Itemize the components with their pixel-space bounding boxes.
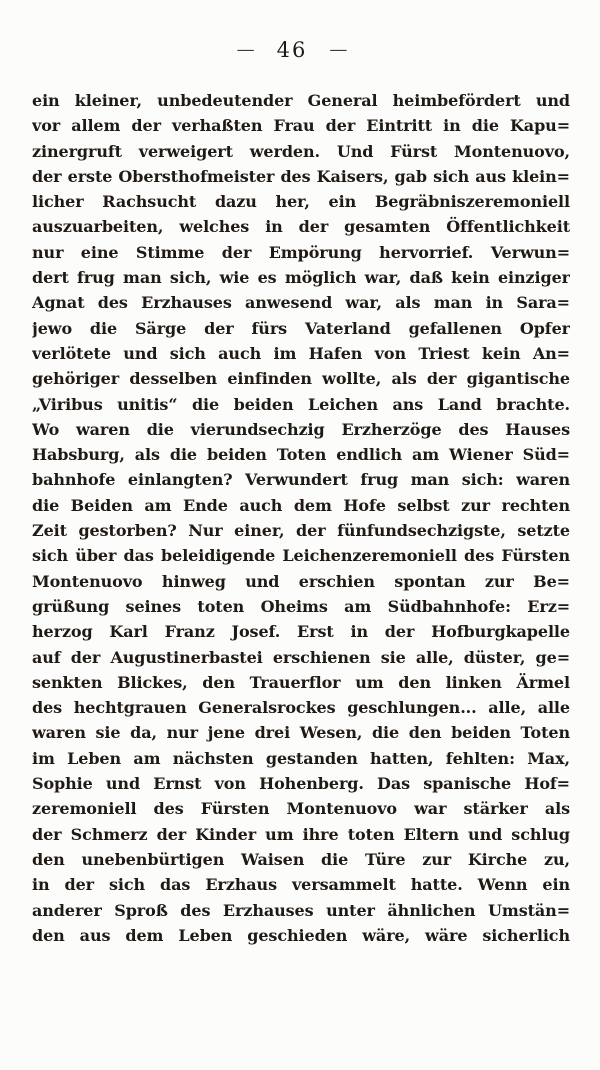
text-line: Habsburg, als die beiden Toten endlich am Wiener Süd=: [32, 445, 570, 465]
text-line: die Beiden am Ende auch dem Hofe selbst zur rechten: [32, 495, 570, 515]
text-line: vor allem der verhaßten Frau der Eintritt in die Kapu=: [32, 116, 570, 136]
text-line: im Leben am nächsten gestanden hatten, fehlten: Max,: [32, 748, 570, 768]
text-line: „Viribus unitis“ die beiden Leichen ans Land brachte.: [32, 394, 570, 414]
text-line: bahnhofe einlangten? Verwundert frug man sich: waren: [32, 470, 570, 490]
text-line: herzog Karl Franz Josef. Erst in der Hofburgkapelle: [32, 622, 570, 642]
text-line: den aus dem Leben geschieden wäre, wäre sicherlich: [32, 925, 570, 945]
text-line: Wo waren die vierundsechzig Erzherzöge des Hauses: [32, 419, 570, 439]
text-line: des hechtgrauen Generalsrockes geschlungen... alle, alle: [32, 698, 570, 718]
page-header: [0, 0, 592, 62]
text-line: licher Rachsucht dazu her, ein Begräbniszeremoniell: [32, 192, 570, 212]
text-line: auszuarbeiten, welches in der gesamten Öffentlichkeit: [32, 217, 570, 237]
text-line: Sophie und Ernst von Hohenberg. Das spanische Hof=: [32, 774, 570, 794]
text-line: jewo die Särge der fürs Vaterland gefallenen Opfer: [32, 318, 570, 338]
text-line: dert frug man sich, wie es möglich war, daß kein einziger: [32, 268, 570, 288]
text-line: zeremoniell des Fürsten Montenuovo war stärker als: [32, 799, 570, 819]
text-line: senkten Blickes, den Trauerflor um den linken Ärmel: [32, 672, 570, 692]
text-line: nur eine Stimme der Empörung hervorrief. Verwun=: [32, 242, 570, 262]
header-dash-left: —: [236, 39, 255, 60]
text-line: grüßung seines toten Oheims am Südbahnhofe: Erz=: [32, 596, 570, 616]
text-line: Zeit gestorben? Nur einer, der fünfundsechzigste, setzte: [32, 521, 570, 541]
text-line: den unebenbürtigen Waisen die Türe zur Kirche zu,: [32, 849, 570, 869]
page-text: [32, 88, 570, 948]
text-line: anderer Sproß des Erzhauses unter ähnlichen Umstän=: [32, 900, 570, 920]
text-line: der Schmerz der Kinder um ihre toten Eltern und schlug: [32, 824, 570, 844]
text-line: auf der Augustinerbastei erschienen sie alle, düster, ge=: [32, 647, 570, 667]
text-line: sich über das beleidigende Leichenzeremoniell des Fürsten: [32, 546, 570, 566]
text-line: verlötete und sich auch im Hafen von Triest kein An=: [32, 343, 570, 363]
page-number: 46: [276, 38, 308, 62]
text-line: Agnat des Erzhauses anwesend war, als man in Sara=: [32, 293, 570, 313]
text-line: ein kleiner, unbedeutender General heimbefördert und: [32, 91, 570, 110]
header-dash-right: —: [329, 39, 348, 60]
text-line: in der sich das Erzhaus versammelt hatte. Wenn ein: [32, 875, 570, 895]
text-line: zinergruft verweigert werden. Und Fürst Montenuovo,: [32, 141, 570, 161]
text-line: Montenuovo hinweg und erschien spontan zur Be=: [32, 571, 570, 591]
text-line: der erste Obersthofmeister des Kaisers, gab sich aus klein=: [32, 166, 570, 186]
text-line: waren sie da, nur jene drei Wesen, die den beiden Toten: [32, 723, 570, 743]
text-line: gehöriger desselben einfinden wollte, als der gigantische: [32, 369, 570, 389]
